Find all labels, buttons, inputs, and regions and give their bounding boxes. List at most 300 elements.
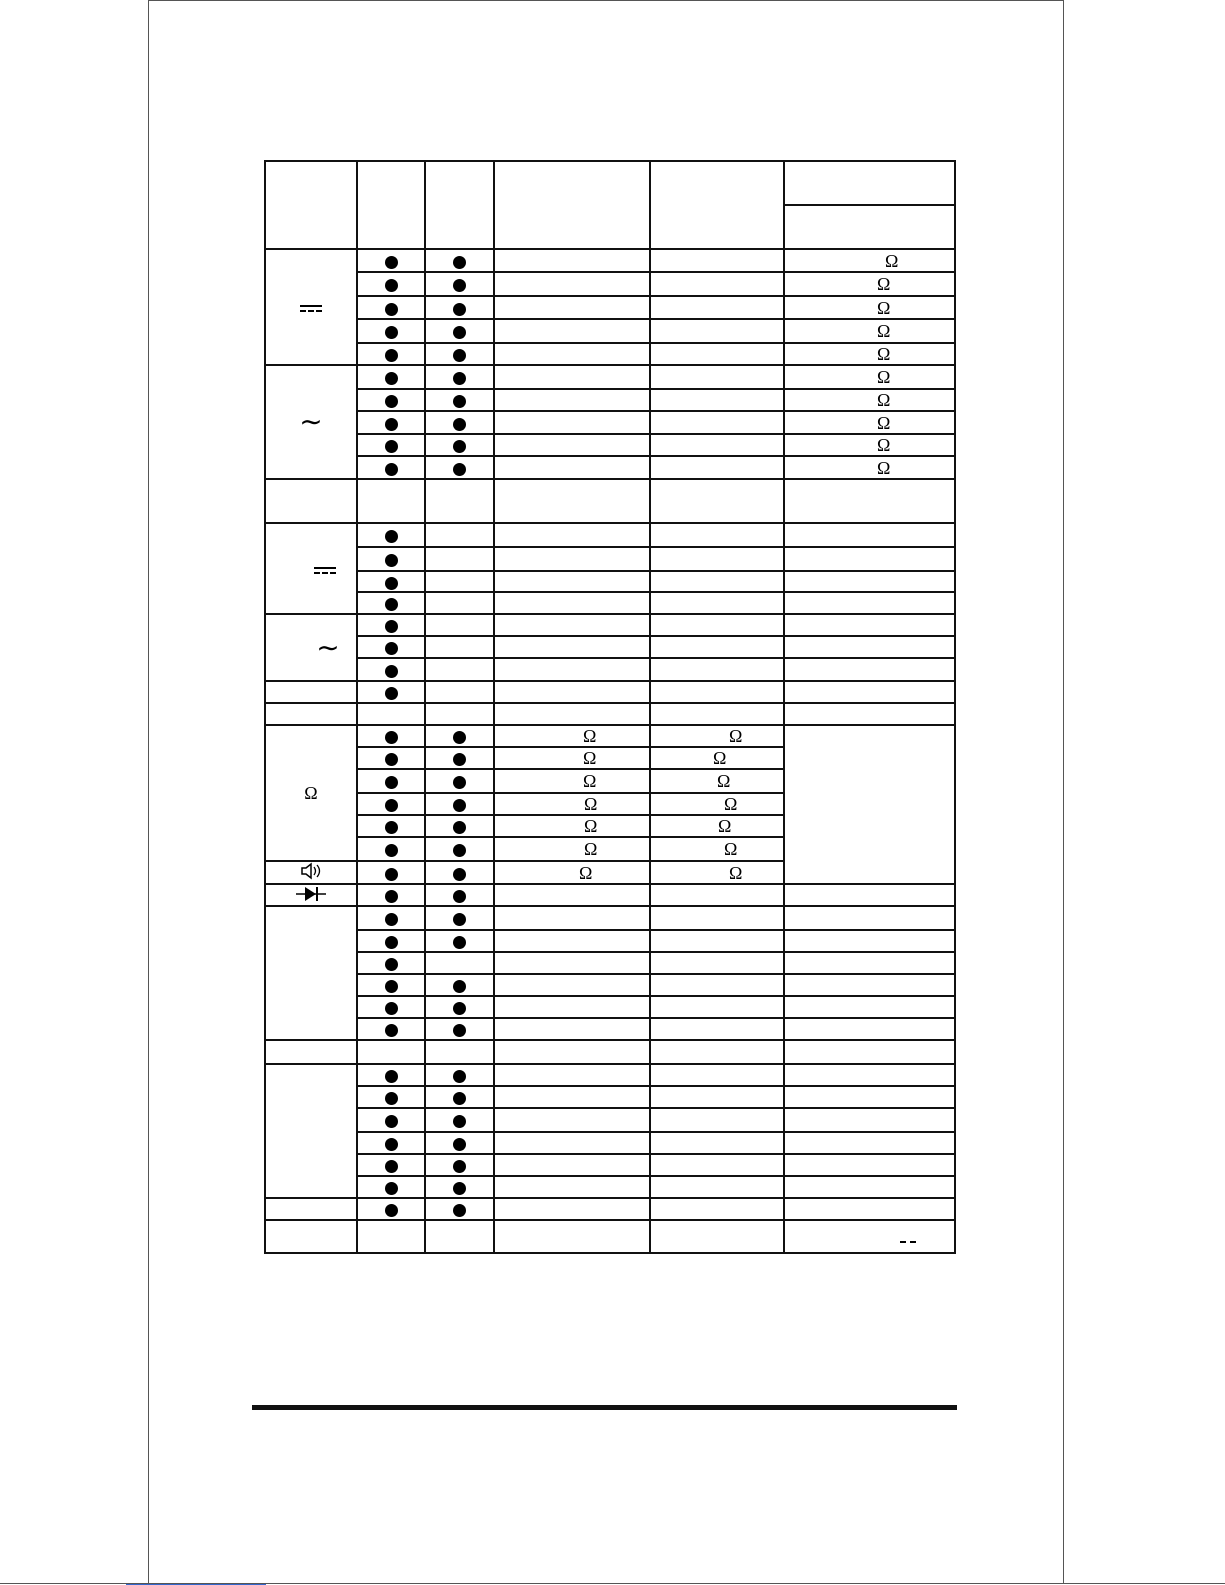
value-cell <box>784 1132 955 1154</box>
value-cell <box>650 747 784 769</box>
function-cell <box>265 906 357 1040</box>
terminal-cell <box>357 614 425 636</box>
ohm-icon: Ω <box>877 321 891 341</box>
terminal-cell <box>357 434 425 456</box>
value-cell <box>784 1220 955 1253</box>
filled-dot-icon <box>453 776 466 789</box>
value-cell <box>494 769 650 793</box>
terminal-cell <box>425 592 494 614</box>
terminal-cell <box>357 592 425 614</box>
terminal-cell <box>425 793 494 815</box>
filled-dot-icon <box>453 890 466 903</box>
filled-dot-icon <box>385 1160 398 1173</box>
value-cell <box>494 1132 650 1154</box>
table-row <box>265 703 955 725</box>
table-row <box>265 1064 955 1086</box>
terminal-cell <box>425 1018 494 1040</box>
ohm-icon: Ω <box>713 748 727 768</box>
filled-dot-icon <box>385 958 398 971</box>
terminal-cell <box>425 343 494 365</box>
value-cell <box>650 769 784 793</box>
terminal-cell <box>357 249 425 272</box>
terminal-cell <box>357 681 425 703</box>
value-cell <box>784 456 955 479</box>
filled-dot-icon <box>453 980 466 993</box>
value-cell <box>650 681 784 703</box>
filled-dot-icon <box>453 1182 466 1195</box>
value-cell <box>494 1154 650 1176</box>
terminal-cell <box>425 952 494 974</box>
value-cell <box>784 974 955 996</box>
value-cell <box>650 411 784 434</box>
terminal-cell <box>425 1154 494 1176</box>
function-cell <box>265 365 357 479</box>
filled-dot-icon <box>453 1070 466 1083</box>
filled-dot-icon <box>453 1002 466 1015</box>
ohm-icon: Ω <box>584 816 598 836</box>
terminal-cell <box>425 479 494 523</box>
ohm-icon: Ω <box>583 771 597 791</box>
value-cell <box>494 1108 650 1132</box>
table-row <box>265 411 955 434</box>
value-cell <box>494 296 650 319</box>
filled-dot-icon <box>385 303 398 316</box>
value-cell <box>784 523 955 547</box>
header-cell <box>425 161 494 249</box>
value-cell <box>494 837 650 861</box>
table-row <box>265 249 955 272</box>
filled-dot-icon <box>453 349 466 362</box>
terminal-cell <box>357 343 425 365</box>
value-cell <box>784 1064 955 1086</box>
terminal-cell <box>425 658 494 681</box>
table-row <box>265 1220 955 1253</box>
terminal-cell <box>425 547 494 571</box>
filled-dot-icon <box>385 463 398 476</box>
ohm-icon: Ω <box>877 344 891 364</box>
table-row <box>265 681 955 703</box>
terminal-cell <box>357 815 425 837</box>
header-cell <box>265 161 357 249</box>
value-cell <box>784 996 955 1018</box>
table-row <box>265 952 955 974</box>
value-cell <box>494 547 650 571</box>
table-row <box>265 456 955 479</box>
terminal-cell <box>357 996 425 1018</box>
filled-dot-icon <box>385 1182 398 1195</box>
function-cell <box>265 1220 357 1253</box>
table-row <box>265 571 955 592</box>
terminal-cell <box>425 861 494 884</box>
value-cell <box>494 343 650 365</box>
ohm-icon: Ω <box>877 274 891 294</box>
filled-dot-icon <box>385 753 398 766</box>
terminal-cell <box>425 571 494 592</box>
terminal-cell <box>357 1040 425 1064</box>
table-row <box>265 592 955 614</box>
table-row <box>265 658 955 681</box>
terminal-cell <box>425 884 494 906</box>
filled-dot-icon <box>453 1024 466 1037</box>
value-cell <box>494 1064 650 1086</box>
function-cell <box>265 725 357 861</box>
terminal-cell <box>357 319 425 343</box>
table-row <box>265 319 955 343</box>
value-cell <box>494 681 650 703</box>
value-cell <box>650 974 784 996</box>
terminal-cell <box>425 614 494 636</box>
terminal-cell <box>357 1176 425 1198</box>
value-cell <box>494 592 650 614</box>
value-cell <box>784 930 955 952</box>
table-row <box>265 523 955 547</box>
function-cell <box>265 884 357 906</box>
filled-dot-icon <box>385 1204 398 1217</box>
value-cell <box>494 571 650 592</box>
filled-dot-icon <box>385 936 398 949</box>
value-cell <box>494 658 650 681</box>
filled-dot-icon <box>385 687 398 700</box>
terminal-cell <box>425 703 494 725</box>
filled-dot-icon <box>385 418 398 431</box>
value-cell <box>650 547 784 571</box>
value-cell <box>650 952 784 974</box>
table-row <box>265 636 955 658</box>
filled-dot-icon <box>453 256 466 269</box>
filled-dot-icon <box>385 665 398 678</box>
ohm-icon: Ω <box>729 726 743 746</box>
header-cell <box>650 161 784 249</box>
filled-dot-icon <box>453 1160 466 1173</box>
terminal-cell <box>357 952 425 974</box>
terminal-cell <box>357 769 425 793</box>
filled-dot-icon <box>453 418 466 431</box>
value-cell <box>650 1108 784 1132</box>
value-cell <box>494 884 650 906</box>
ohm-icon: Ω <box>877 412 891 433</box>
ohm-icon: Ω <box>877 457 891 478</box>
value-cell <box>650 1220 784 1253</box>
ohm-icon: Ω <box>718 816 732 836</box>
filled-dot-icon <box>385 776 398 789</box>
value-cell <box>650 296 784 319</box>
value-cell <box>650 996 784 1018</box>
filled-dot-icon <box>385 554 398 567</box>
value-cell <box>650 571 784 592</box>
value-cell <box>494 974 650 996</box>
value-cell <box>784 1108 955 1132</box>
function-cell <box>265 614 357 681</box>
value-cell <box>650 1018 784 1040</box>
terminal-cell <box>425 319 494 343</box>
value-cell <box>494 793 650 815</box>
filled-dot-icon <box>453 326 466 339</box>
value-cell <box>494 411 650 434</box>
value-cell <box>650 1132 784 1154</box>
terminal-cell <box>357 884 425 906</box>
filled-dot-icon <box>453 936 466 949</box>
value-cell <box>494 1086 650 1108</box>
filled-dot-icon <box>385 890 398 903</box>
terminal-cell <box>425 636 494 658</box>
header-cell <box>357 161 425 249</box>
value-cell <box>784 547 955 571</box>
filled-dot-icon <box>385 1115 398 1128</box>
value-cell <box>784 479 955 523</box>
filled-dot-icon <box>385 1070 398 1083</box>
filled-dot-icon <box>453 303 466 316</box>
table-row <box>265 1018 955 1040</box>
filled-dot-icon <box>385 844 398 857</box>
ohm-icon: Ω <box>877 435 891 455</box>
terminal-cell <box>357 365 425 389</box>
terminal-cell <box>357 456 425 479</box>
value-cell <box>784 614 955 636</box>
value-cell <box>784 636 955 658</box>
terminal-cell <box>425 1064 494 1086</box>
ohm-icon: Ω <box>724 794 738 814</box>
table-row <box>265 930 955 952</box>
terminal-cell <box>425 906 494 930</box>
table-row <box>265 479 955 523</box>
table-row <box>265 1176 955 1198</box>
ohm-icon: Ω <box>304 783 318 803</box>
value-cell <box>494 272 650 296</box>
terminal-cell <box>357 1198 425 1220</box>
terminal-cell <box>357 703 425 725</box>
value-cell <box>784 725 955 884</box>
value-cell <box>650 456 784 479</box>
table-row <box>265 547 955 571</box>
table-row <box>265 161 955 205</box>
table-row <box>265 1154 955 1176</box>
value-cell <box>494 434 650 456</box>
filled-dot-icon <box>453 821 466 834</box>
value-cell <box>650 365 784 389</box>
filled-dot-icon <box>453 1204 466 1217</box>
terminal-cell <box>425 930 494 952</box>
filled-dot-icon <box>385 598 398 611</box>
value-cell <box>650 1040 784 1064</box>
table-row <box>265 343 955 365</box>
filled-dot-icon <box>453 844 466 857</box>
filled-dot-icon <box>385 868 398 881</box>
filled-dot-icon <box>453 279 466 292</box>
value-cell <box>784 884 955 906</box>
terminal-cell <box>357 861 425 884</box>
value-cell <box>494 815 650 837</box>
terminal-cell <box>357 1108 425 1132</box>
table-row <box>265 1040 955 1064</box>
terminal-cell <box>357 1154 425 1176</box>
value-cell <box>494 952 650 974</box>
table-row <box>265 884 955 906</box>
filled-dot-icon <box>453 463 466 476</box>
value-cell <box>784 434 955 456</box>
header-subcell <box>784 205 955 249</box>
value-cell <box>650 614 784 636</box>
value-cell <box>494 249 650 272</box>
value-cell <box>650 837 784 861</box>
filled-dot-icon <box>453 868 466 881</box>
dc-voltage-icon <box>300 305 322 312</box>
table-row <box>265 296 955 319</box>
ohm-icon: Ω <box>885 250 899 271</box>
terminal-cell <box>357 658 425 681</box>
value-cell <box>494 996 650 1018</box>
filled-dot-icon <box>453 440 466 453</box>
terminal-cell <box>357 725 425 747</box>
value-cell <box>650 884 784 906</box>
table-row <box>265 614 955 636</box>
value-cell <box>784 952 955 974</box>
table-row <box>265 434 955 456</box>
value-cell <box>494 861 650 884</box>
table-row <box>265 906 955 930</box>
value-cell <box>784 703 955 725</box>
filled-dot-icon <box>385 1092 398 1105</box>
function-cell <box>265 681 357 703</box>
value-cell <box>494 319 650 343</box>
filled-dot-icon <box>453 1092 466 1105</box>
value-cell <box>650 658 784 681</box>
function-cell <box>265 523 357 614</box>
terminal-cell <box>357 571 425 592</box>
value-cell <box>784 365 955 389</box>
table-row <box>265 1132 955 1154</box>
value-cell <box>784 296 955 319</box>
filled-dot-icon <box>385 1024 398 1037</box>
filled-dot-icon <box>453 1138 466 1151</box>
value-cell <box>650 906 784 930</box>
value-cell <box>650 319 784 343</box>
terminal-cell <box>357 296 425 319</box>
value-cell <box>650 636 784 658</box>
value-cell <box>784 249 955 272</box>
terminal-cell <box>357 906 425 930</box>
value-cell <box>494 1176 650 1198</box>
terminal-cell <box>425 815 494 837</box>
value-cell <box>784 1018 955 1040</box>
terminal-cell <box>425 1220 494 1253</box>
terminal-cell <box>357 930 425 952</box>
terminal-cell <box>425 837 494 861</box>
terminal-cell <box>357 479 425 523</box>
filled-dot-icon <box>385 372 398 385</box>
filled-dot-icon <box>385 349 398 362</box>
value-cell <box>494 636 650 658</box>
terminal-cell <box>357 389 425 411</box>
value-cell <box>784 389 955 411</box>
dc-voltage-icon <box>314 567 336 574</box>
value-cell <box>650 1064 784 1086</box>
filled-dot-icon <box>385 440 398 453</box>
value-cell <box>650 343 784 365</box>
filled-dot-icon <box>385 1138 398 1151</box>
terminal-cell <box>425 1176 494 1198</box>
table-row <box>265 272 955 296</box>
value-cell <box>494 1220 650 1253</box>
terminal-cell <box>357 747 425 769</box>
value-cell <box>494 747 650 769</box>
value-cell <box>650 1198 784 1220</box>
filled-dot-icon <box>385 577 398 590</box>
filled-dot-icon <box>453 753 466 766</box>
value-cell <box>494 523 650 547</box>
filled-dot-icon <box>385 279 398 292</box>
terminal-cell <box>425 249 494 272</box>
filled-dot-icon <box>453 372 466 385</box>
filled-dot-icon <box>385 642 398 655</box>
terminal-cell <box>425 365 494 389</box>
table-row <box>265 725 955 747</box>
value-cell <box>494 703 650 725</box>
ac-tilde-icon: ∼ <box>316 630 340 664</box>
value-cell <box>494 1018 650 1040</box>
value-cell <box>494 365 650 389</box>
terminal-cell <box>357 636 425 658</box>
terminal-cell <box>425 974 494 996</box>
ohm-icon: Ω <box>583 726 597 746</box>
ohm-icon: Ω <box>717 771 731 791</box>
terminal-cell <box>425 1132 494 1154</box>
value-cell <box>784 658 955 681</box>
value-cell <box>784 411 955 434</box>
terminal-cell <box>357 411 425 434</box>
value-cell <box>494 930 650 952</box>
terminal-cell <box>425 1108 494 1132</box>
footer-rule <box>252 1405 957 1410</box>
value-cell <box>650 1154 784 1176</box>
value-cell <box>650 434 784 456</box>
filled-dot-icon <box>385 395 398 408</box>
dc-voltage-icon <box>900 1241 916 1243</box>
function-cell <box>265 1198 357 1220</box>
filled-dot-icon <box>453 799 466 812</box>
value-cell <box>784 1086 955 1108</box>
value-cell <box>650 725 784 747</box>
filled-dot-icon <box>385 256 398 269</box>
value-cell <box>650 861 784 884</box>
ohm-icon: Ω <box>724 839 738 859</box>
value-cell <box>784 681 955 703</box>
value-cell <box>494 479 650 523</box>
filled-dot-icon <box>385 821 398 834</box>
terminal-cell <box>425 725 494 747</box>
value-cell <box>784 1176 955 1198</box>
terminal-cell <box>357 547 425 571</box>
table-row <box>265 974 955 996</box>
filled-dot-icon <box>385 731 398 744</box>
value-cell <box>784 343 955 365</box>
ohm-icon: Ω <box>579 862 593 883</box>
terminal-cell <box>357 1064 425 1086</box>
value-cell <box>494 906 650 930</box>
value-cell <box>494 389 650 411</box>
terminal-cell <box>357 793 425 815</box>
table-row <box>265 1198 955 1220</box>
value-cell <box>784 571 955 592</box>
table-row <box>265 1086 955 1108</box>
terminal-cell <box>357 272 425 296</box>
terminal-cell <box>425 434 494 456</box>
terminal-cell <box>425 456 494 479</box>
value-cell <box>494 456 650 479</box>
value-cell <box>650 249 784 272</box>
spec-table <box>264 160 956 1254</box>
terminal-cell <box>357 1132 425 1154</box>
function-cell <box>265 1064 357 1198</box>
